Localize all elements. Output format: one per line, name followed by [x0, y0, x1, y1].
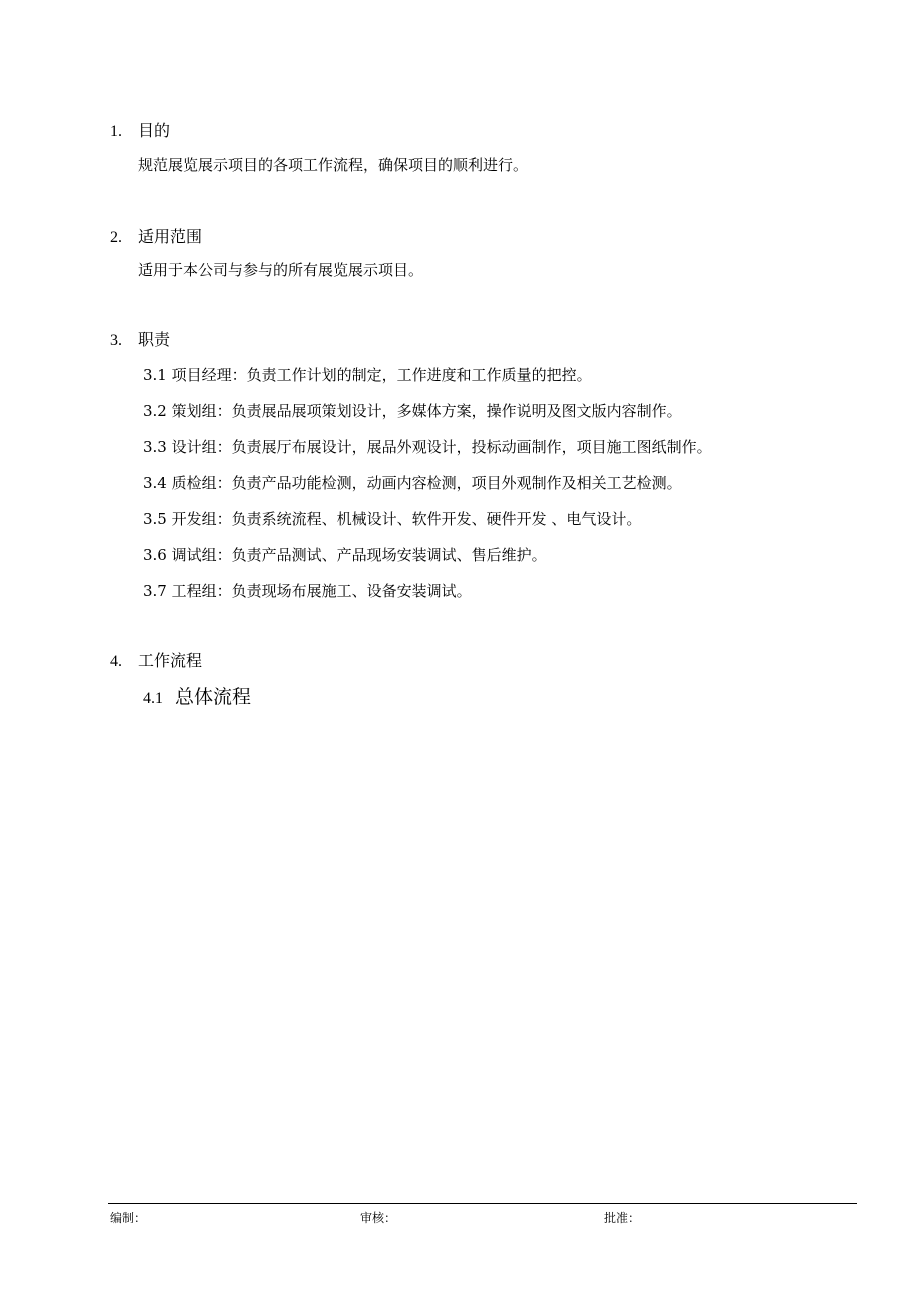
footer-reviewed-label: 审核：: [360, 1211, 397, 1225]
section-2-title: 适用范围: [138, 227, 203, 246]
responsibility-item: 3.5 开发组：负责系统流程、机械设计、软件开发、硬件开发 、电气设计。: [143, 510, 642, 528]
section-3-number: 3.: [110, 332, 122, 349]
section-1-heading: [110, 118, 170, 141]
section-2-number: 2.: [110, 229, 122, 246]
footer-compiled-label: 编制：: [110, 1211, 147, 1225]
section-4-title: 工作流程: [138, 651, 203, 670]
subsection-4-1-number: 4.1: [143, 690, 163, 707]
responsibility-item: 3.2 策划组：负责展品展项策划设计，多媒体方案，操作说明及图文版内容制作。: [143, 402, 682, 420]
responsibility-item: 3.1 项目经理：负责工作计划的制定，工作进度和工作质量的把控。: [143, 366, 592, 384]
footer-approved-label: 批准：: [604, 1211, 641, 1225]
section-1-number: 1.: [110, 123, 122, 140]
subsection-4-1-heading: [143, 682, 251, 709]
section-3-title: 职责: [138, 330, 171, 349]
footer-divider: [108, 1203, 857, 1204]
section-2-text: 适用于本公司与参与的所有展览展示项目。: [138, 261, 424, 279]
section-4-heading: [110, 648, 202, 671]
section-4-number: 4.: [110, 653, 122, 670]
responsibility-item: 3.7 工程组：负责现场布展施工、设备安装调试。: [143, 582, 472, 600]
section-1-text: 规范展览展示项目的各项工作流程，确保项目的顺利进行。: [138, 156, 529, 174]
responsibility-item: 3.6 调试组：负责产品测试、产品现场安装调试、售后维护。: [143, 546, 547, 564]
responsibility-item: 3.4 质检组：负责产品功能检测，动画内容检测，项目外观制作及相关工艺检测。: [143, 474, 682, 492]
section-2-heading: [110, 224, 202, 247]
responsibility-item: 3.3 设计组：负责展厅布展设计，展品外观设计，投标动画制作，项目施工图纸制作。: [143, 438, 712, 456]
subsection-4-1-title: 总体流程: [175, 686, 252, 708]
section-3-heading: [110, 327, 170, 350]
section-1-title: 目的: [138, 121, 171, 140]
